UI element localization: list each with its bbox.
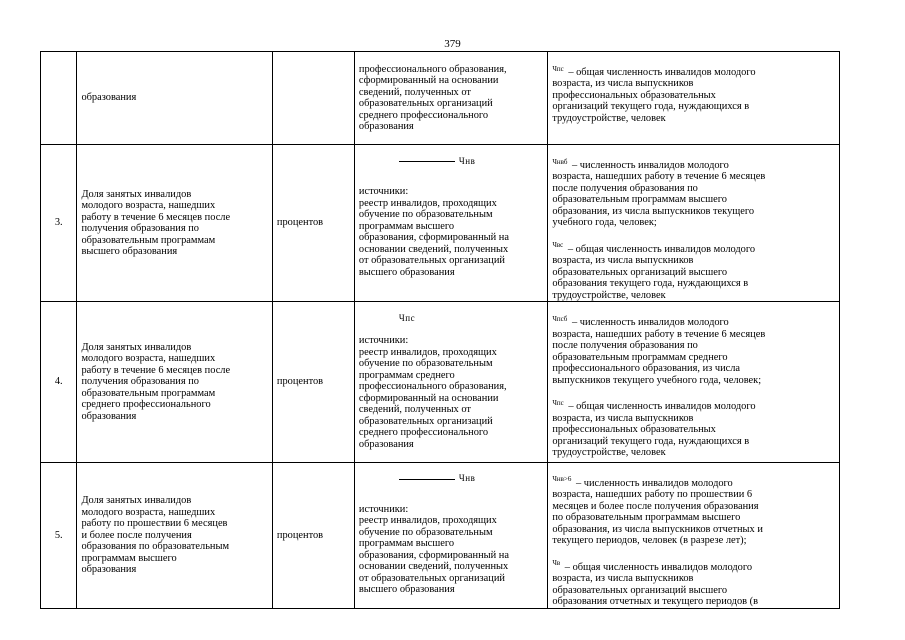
table-row — [41, 145, 840, 302]
row-number-cell: 4. — [41, 302, 77, 463]
source-text: источники: реестр инвалидов, проходящих обучение по образовательным программам высшего образования, сформированный на основании сведений, полученных от образовательных организаций высшего образования — [358, 186, 509, 278]
definition-item — [552, 559, 759, 608]
definitions-cell — [548, 145, 840, 302]
table-row — [41, 302, 840, 463]
formula-denominator: Чнв — [458, 473, 476, 484]
unit-cell: процентов — [272, 145, 354, 302]
definitions-cell — [548, 52, 840, 145]
definition-item — [552, 398, 756, 459]
definition-item — [552, 157, 766, 229]
formula-symbol: Чнвб — [552, 157, 568, 166]
definition-text: – общая численность инвалидов молодого возраста, из числа выпускников профессиональных образовательных организаций текущего года, нуждающихся в трудоустройстве, человек — [552, 401, 756, 459]
formula-fraction — [359, 474, 543, 492]
fraction-line — [399, 161, 455, 162]
definition-item — [552, 64, 756, 124]
source-text: профессионального образования, сформированный на основании сведений, полученных от образовательных организаций среднего профессионального образования — [358, 63, 507, 132]
definition-item — [552, 475, 763, 547]
formula-fraction — [359, 314, 543, 324]
definition-text: – общая численность инвалидов молодого возраста, из числа выпускников образовательных организаций высшего образования текущего года, нуждающихся в трудоустройстве, человек — [552, 243, 756, 301]
fraction-line — [399, 479, 455, 480]
indicator-name-cell: Доля занятых инвалидов молодого возраста, нашедших работу в течение 6 месяцев после получения образования по образовательным программам высшего образования — [77, 145, 272, 302]
table-row — [41, 52, 840, 145]
definition-text: – общая численность инвалидов молодого возраста, из числа выпускников образовательных организаций высшего образования отчетных и текущего периодов (в — [552, 561, 759, 608]
formula-symbol: Чвс — [552, 241, 564, 250]
indicator-name-cell: Доля занятых инвалидов молодого возраста, нашедших работу по прошествии 6 месяцев и более после получения образования по образовательным программам высшего образования — [77, 462, 272, 608]
source-cell — [354, 52, 547, 145]
definition-text: – общая численность инвалидов молодого возраста, из числа выпускников профессиональных образовательных организаций текущего года, нуждающихся в трудоустройстве, человек — [552, 66, 756, 124]
row-number-cell: 5. — [41, 462, 77, 608]
definition-text: – численность инвалидов молодого возраста, нашедших работу по прошествии 6 месяцев и более после получения образования по образовательным программам высшего образования, из числа выпускников отчетных и текущего периодов, человек (в разрезе лет); — [552, 477, 763, 547]
definition-text: – численность инвалидов молодого возраста, нашедших работу в течение 6 месяцев после получения образования по образовательным программам среднего профессионального образования, из числа выпускников текущего учебного года, человек; — [552, 317, 766, 386]
source-text: источники: реестр инвалидов, проходящих обучение по образовательным программам среднего профессионального образования, сформированный на основании сведений, полученных от образовательных организаций среднего профессионального образования — [358, 335, 507, 450]
source-cell — [354, 302, 547, 463]
definitions-cell — [548, 302, 840, 463]
source-cell — [354, 462, 547, 608]
formula-symbol: Чпсб — [552, 314, 568, 323]
definition-text: – численность инвалидов молодого возраста, нашедших работу в течение 6 месяцев после получения образования по образовательным программам высшего образования, из числа выпускников текущего учебного года, человек; — [552, 159, 766, 229]
indicator-name-cell: образования — [77, 52, 272, 145]
definitions-cell — [548, 462, 840, 608]
definition-item — [552, 314, 766, 386]
formula-fraction — [359, 157, 543, 175]
row-number-cell: 3. — [41, 145, 77, 302]
indicator-name-cell: Доля занятых инвалидов молодого возраста, нашедших работу в течение 6 месяцев после получения образования по образовательным программам среднего профессионального образования — [77, 302, 272, 463]
formula-denominator: Чнв — [458, 155, 476, 166]
unit-cell — [272, 52, 354, 145]
definition-item — [552, 241, 756, 301]
formula-symbol: Чпс — [552, 398, 564, 407]
formula-symbol: Чнв>6 — [552, 475, 572, 484]
indicators-table — [40, 51, 840, 609]
unit-cell: процентов — [272, 302, 354, 463]
row-number-cell — [41, 52, 77, 145]
formula-symbol: Чв — [552, 559, 561, 568]
source-cell — [354, 145, 547, 302]
unit-cell: процентов — [272, 462, 354, 608]
table-row — [41, 462, 840, 608]
formula-symbol: Чпс — [552, 64, 564, 73]
formula-denominator: Чпс — [398, 312, 416, 323]
page-number: 379 — [444, 38, 461, 50]
source-text: источники: реестр инвалидов, проходящих обучение по образовательным программам высшего образования, сформированный на основании сведений, полученных от образовательных организаций высшего образования — [358, 503, 509, 596]
